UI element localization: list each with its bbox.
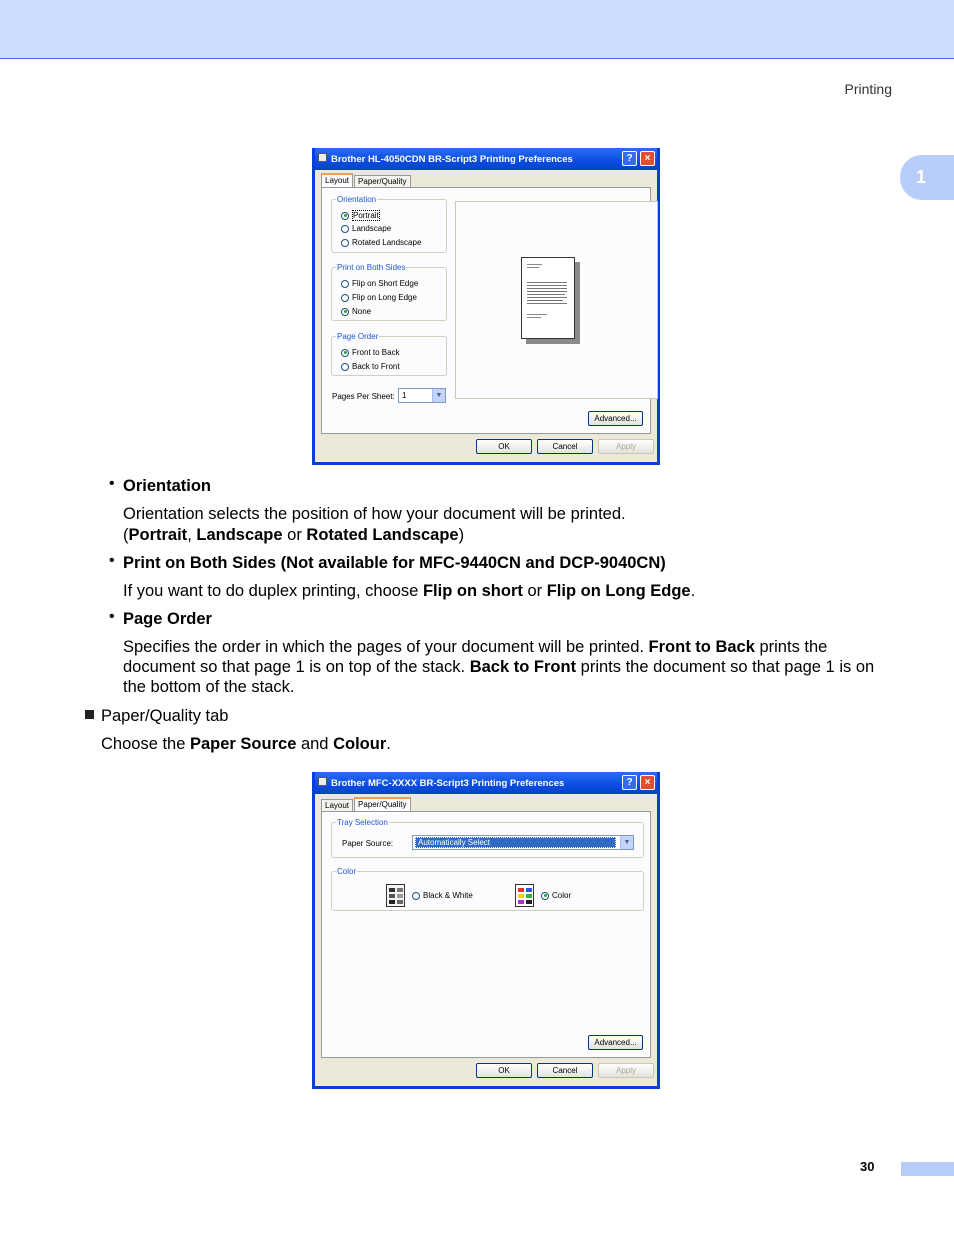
radio-dot: [341, 212, 349, 220]
color-icon: [515, 884, 534, 907]
top-band: [0, 0, 954, 59]
radio-label: Black & White: [423, 891, 473, 900]
dialog-title-bar: [315, 772, 657, 794]
chevron-down-icon: ▼: [620, 836, 633, 849]
select-value: Automatically Select: [415, 837, 616, 848]
dialog-body: [315, 794, 657, 1086]
square-bullet-icon: [85, 710, 94, 719]
bullet-both-sides-title: Print on Both Sides (Not available for MFC-9440CN and DCP-9040CN): [123, 554, 666, 572]
paper-source-label: Paper Source:: [342, 839, 394, 848]
radio-landscape[interactable]: [341, 224, 391, 233]
page-order-description: Specifies the order in which the pages of your document will be printed. Front to Back prints the document so that page 1 is on top of the stack. Back to Front prints the document so that page 1 is on the bottom of the stack.: [123, 638, 875, 696]
radio-dot: [341, 225, 349, 233]
tab-paper-quality[interactable]: Paper/Quality: [354, 175, 410, 189]
layout-preview: [455, 201, 658, 399]
radio-black-white[interactable]: [412, 891, 473, 900]
dialog-title-bar: [315, 148, 657, 170]
paper-quality-heading: Paper/Quality tab: [101, 707, 229, 725]
both-sides-legend: Print on Both Sides: [337, 263, 406, 272]
ok-button[interactable]: OK: [476, 1063, 532, 1078]
radio-dot: [341, 239, 349, 247]
radio-dot: [541, 892, 549, 900]
radio-label: Flip on Long Edge: [352, 293, 417, 302]
radio-label: Rotated Landscape: [352, 238, 422, 247]
color-group: [331, 867, 644, 911]
help-button[interactable]: ?: [622, 775, 637, 790]
radio-label: Front to Back: [352, 348, 400, 357]
ok-button[interactable]: OK: [476, 439, 532, 454]
paper-source-select[interactable]: [412, 835, 634, 850]
printer-icon: [318, 153, 327, 162]
help-button[interactable]: ?: [622, 151, 637, 166]
radio-portrait[interactable]: [341, 210, 380, 221]
dialog-body: [315, 170, 657, 462]
tray-selection-legend: Tray Selection: [337, 818, 388, 827]
radio-rotated-landscape[interactable]: [341, 238, 421, 247]
radio-color[interactable]: [541, 891, 571, 900]
radio-dot: [412, 892, 420, 900]
color-legend: Color: [337, 867, 357, 876]
close-button[interactable]: ×: [640, 775, 655, 790]
tab-layout[interactable]: Layout: [321, 799, 353, 813]
orientation-options: (Portrait, Landscape or Rotated Landscape): [123, 526, 465, 544]
page-preview-icon: [521, 257, 575, 339]
radio-label: None: [352, 307, 372, 316]
advanced-button[interactable]: Advanced...: [588, 1035, 643, 1050]
radio-flip-long[interactable]: [341, 293, 417, 302]
bullet-page-order-title: Page Order: [123, 610, 212, 628]
orientation-description: Orientation selects the position of how your document will be printed.: [123, 505, 626, 523]
radio-front-to-back[interactable]: [341, 348, 400, 357]
paper-quality-panel: [321, 811, 651, 1058]
black-white-icon: [386, 884, 405, 907]
cancel-button[interactable]: Cancel: [537, 1063, 593, 1078]
advanced-button[interactable]: Advanced...: [588, 411, 643, 426]
orientation-legend: Orientation: [337, 195, 377, 204]
radio-dot: [341, 349, 349, 357]
section-header: Printing: [844, 81, 892, 97]
layout-panel: [321, 187, 651, 434]
paper-quality-dialog: [312, 772, 660, 1089]
printer-icon: [318, 777, 327, 786]
apply-button[interactable]: Apply: [598, 1063, 654, 1078]
paper-quality-description: Choose the Paper Source and Colour.: [101, 735, 391, 753]
bullet-orientation-title: Orientation: [123, 477, 212, 495]
radio-none[interactable]: [341, 307, 371, 316]
close-button[interactable]: ×: [640, 151, 655, 166]
radio-label: Portrait: [353, 211, 379, 220]
bullet-marker: •: [109, 552, 115, 569]
radio-label: Landscape: [352, 224, 392, 233]
page-number-bar: [901, 1162, 954, 1176]
bullet-marker: •: [109, 608, 115, 625]
radio-dot: [341, 294, 349, 302]
radio-label: Back to Front: [352, 362, 400, 371]
radio-dot: [341, 280, 349, 288]
pages-per-sheet-label: Pages Per Sheet:: [332, 392, 395, 401]
chapter-tab: 1: [900, 155, 954, 200]
cancel-button[interactable]: Cancel: [537, 439, 593, 454]
layout-dialog: [312, 148, 660, 465]
radio-flip-short[interactable]: [341, 279, 418, 288]
both-sides-description: If you want to do duplex printing, choose Flip on short or Flip on Long Edge.: [123, 582, 696, 600]
tab-paper-quality[interactable]: Paper/Quality: [354, 797, 410, 814]
bullet-marker: •: [109, 475, 115, 492]
radio-label: Color: [552, 891, 572, 900]
select-value: 1: [402, 391, 407, 400]
dialog-title: Brother MFC-XXXX BR-Script3 Printing Preferences: [331, 777, 565, 789]
page-number: 30: [860, 1159, 875, 1174]
chevron-down-icon: ▼: [432, 389, 445, 402]
pages-per-sheet-select[interactable]: [398, 388, 446, 403]
radio-dot: [341, 363, 349, 371]
page-order-legend: Page Order: [337, 332, 379, 341]
radio-dot: [341, 308, 349, 316]
radio-back-to-front[interactable]: [341, 362, 400, 371]
tab-layout[interactable]: Layout: [321, 173, 353, 190]
dialog-title: Brother HL-4050CDN BR-Script3 Printing Preferences: [331, 153, 573, 165]
apply-button[interactable]: Apply: [598, 439, 654, 454]
radio-label: Flip on Short Edge: [352, 279, 419, 288]
